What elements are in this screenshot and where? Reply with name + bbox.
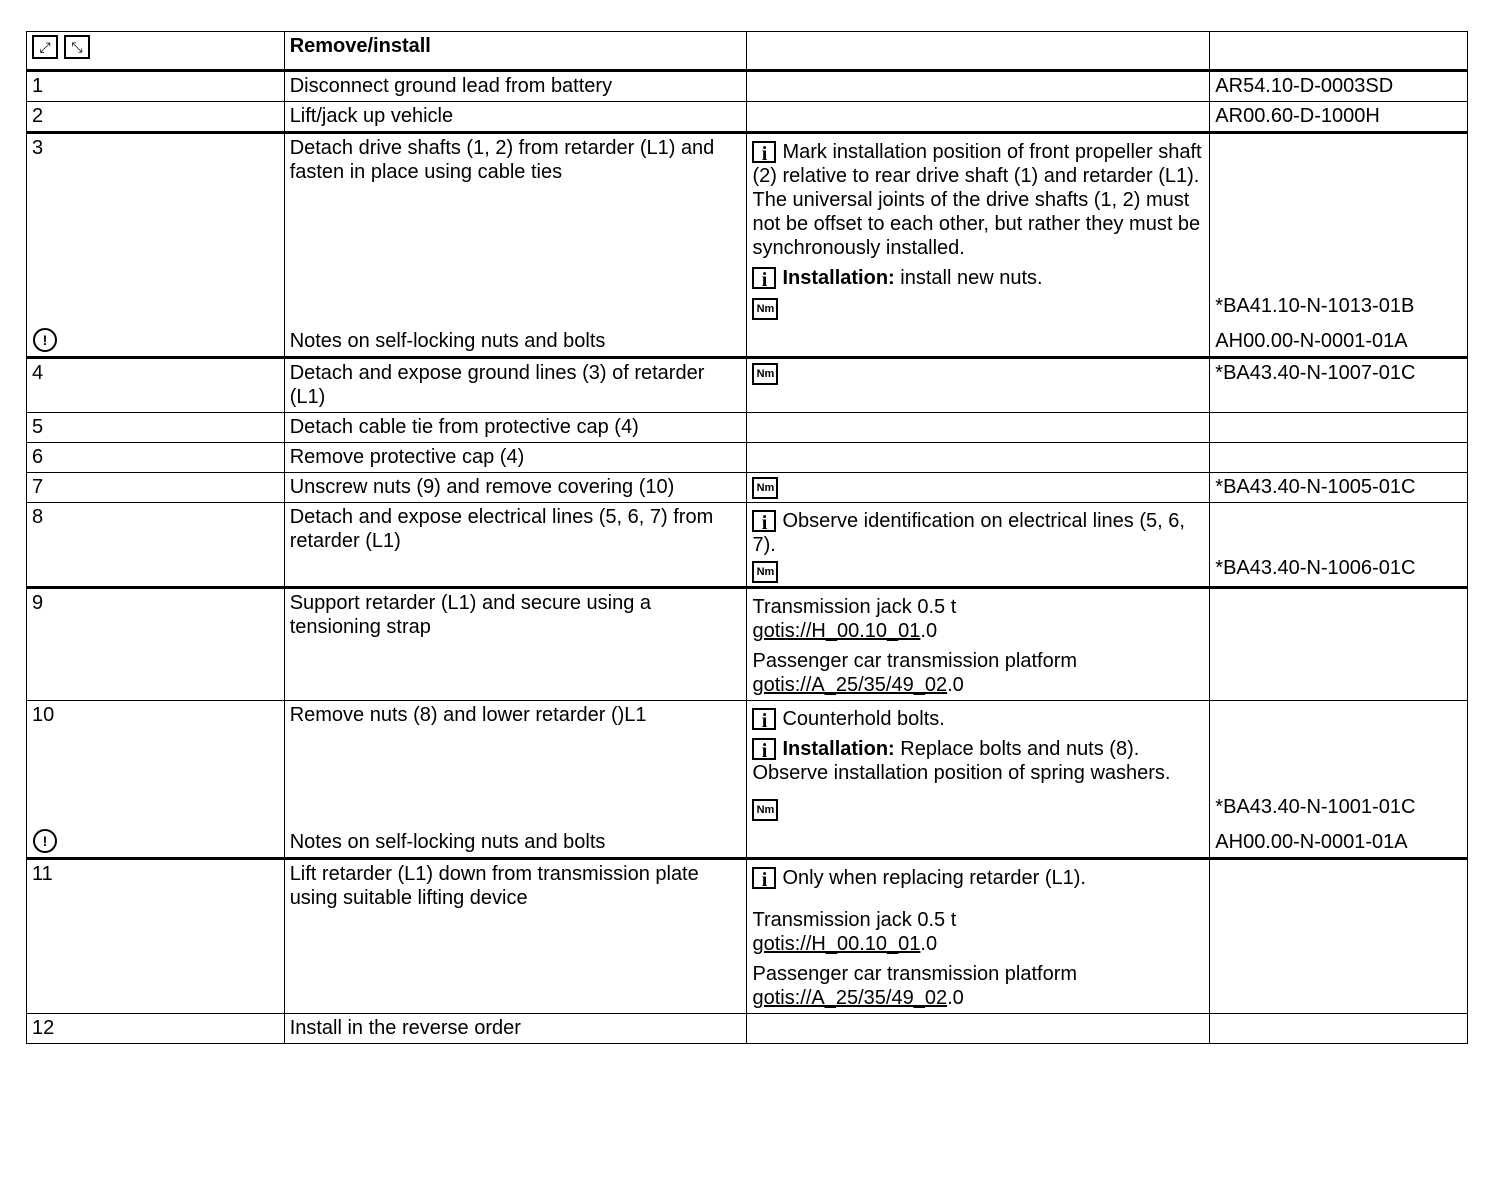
tool-name: Transmission jack 0.5 t <box>752 596 957 618</box>
info-text: Replace bolts and nuts (8). Observe installation position of spring washers. <box>752 738 1171 784</box>
info-note <box>752 737 1204 785</box>
step-reference <box>1210 443 1468 473</box>
info-note <box>752 707 1204 731</box>
info-note <box>752 266 1204 290</box>
step-number: 5 <box>27 413 285 443</box>
tool-entry <box>752 908 1204 956</box>
torque-note <box>752 797 1204 821</box>
table-row <box>27 102 1468 133</box>
info-icon: i <box>752 510 776 532</box>
info-text: Counterhold bolts. <box>782 708 945 730</box>
info-text: install new nuts. <box>894 267 1043 289</box>
torque-reference[interactable]: *BA43.40-N-1001-01C <box>1215 796 1416 818</box>
tool-entry <box>752 649 1204 697</box>
table-row <box>27 588 1468 701</box>
step-action: Disconnect ground lead from battery <box>284 71 747 102</box>
info-text: Only when replacing retarder (L1). <box>782 867 1086 889</box>
table-row <box>27 473 1468 503</box>
step-reference <box>1210 1014 1468 1044</box>
step-action: Detach and expose electrical lines (5, 6, 7) from retarder (L1) <box>284 503 747 588</box>
step-action: Detach and expose ground lines (3) of retarder (L1) <box>284 358 747 413</box>
step-action: Unscrew nuts (9) and remove covering (10) <box>284 473 747 503</box>
step-reference-cell <box>1210 701 1468 859</box>
step-reference[interactable]: AR00.60-D-1000H <box>1210 102 1468 133</box>
table-row <box>27 1014 1468 1044</box>
step-number: 2 <box>27 102 285 133</box>
tool-link-url[interactable]: gotis://A_25/35/49_02 <box>752 674 948 696</box>
tool-link-suffix: .0 <box>947 987 964 1009</box>
table-row <box>27 413 1468 443</box>
step-number: 10 <box>32 704 55 726</box>
info-note <box>752 140 1204 260</box>
info-icon: i <box>752 141 776 163</box>
step-reference <box>1210 859 1468 1014</box>
collapse-icon[interactable]: ⤡ <box>64 35 90 59</box>
torque-icon[interactable]: Nm <box>752 363 778 385</box>
info-icon: i <box>752 738 776 760</box>
info-icon: i <box>752 267 776 289</box>
info-bold: Installation: <box>782 738 895 760</box>
procedure-sheet <box>26 31 1468 1044</box>
tool-link[interactable] <box>752 673 1204 697</box>
step-reference[interactable]: *BA43.40-N-1006-01C <box>1215 557 1416 579</box>
torque-icon[interactable]: Nm <box>752 561 778 583</box>
step-number: 11 <box>27 859 285 1014</box>
step-notes <box>747 1014 1210 1044</box>
tool-link[interactable] <box>752 619 1204 643</box>
step-action: Lift retarder (L1) down from transmission plate using suitable lifting device <box>284 859 747 1014</box>
step-reference-cell <box>1210 503 1468 588</box>
step-action: Install in the reverse order <box>284 1014 747 1044</box>
tool-entry <box>752 962 1204 1010</box>
header-icons-cell <box>27 32 285 71</box>
step-number: 12 <box>27 1014 285 1044</box>
step-notes <box>747 102 1210 133</box>
step-notes <box>747 413 1210 443</box>
step-action: Detach drive shafts (1, 2) from retarder (L1) and fasten in place using cable ties <box>289 137 715 183</box>
tool-link-url[interactable]: gotis://A_25/35/49_02 <box>752 987 948 1009</box>
expand-icon[interactable]: ⤢ <box>32 35 58 59</box>
table-row <box>27 503 1468 588</box>
step-notes <box>747 473 1210 503</box>
tool-name: Passenger car transmission platform <box>752 650 1078 672</box>
info-icon: i <box>752 708 776 730</box>
step-notes <box>747 503 1210 588</box>
step-action: Remove nuts (8) and lower retarder ()L1 <box>289 704 647 726</box>
step-number: 8 <box>27 503 285 588</box>
step-action: Support retarder (L1) and secure using a tensioning strap <box>284 588 747 701</box>
step-number-cell <box>27 133 285 358</box>
torque-note <box>752 559 1204 583</box>
procedure-table <box>26 31 1468 1044</box>
table-row <box>27 859 1468 1014</box>
table-header-row <box>27 32 1468 71</box>
step-number: 3 <box>32 137 44 159</box>
header-col4 <box>1210 32 1468 71</box>
step-notes <box>747 859 1210 1014</box>
torque-icon[interactable]: Nm <box>752 799 778 821</box>
tool-link-url[interactable]: gotis://H_00.10_01 <box>752 933 921 955</box>
step-reference[interactable]: *BA43.40-N-1005-01C <box>1210 473 1468 503</box>
note-icon[interactable]: ! <box>33 829 57 853</box>
step-number: 7 <box>27 473 285 503</box>
tool-name: Transmission jack 0.5 t <box>752 909 957 931</box>
step-number: 1 <box>27 71 285 102</box>
step-action-cell <box>284 701 747 859</box>
torque-reference[interactable]: *BA41.10-N-1013-01B <box>1215 295 1415 317</box>
note-reference[interactable]: AH00.00-N-0001-01A <box>1215 831 1408 853</box>
torque-icon[interactable]: Nm <box>752 298 778 320</box>
step-action: Detach cable tie from protective cap (4) <box>284 413 747 443</box>
torque-note <box>752 296 1204 320</box>
step-action: Lift/jack up vehicle <box>284 102 747 133</box>
step-notes <box>747 443 1210 473</box>
header-col3 <box>747 32 1210 71</box>
header-title: Remove/install <box>284 32 747 71</box>
table-row <box>27 133 1468 358</box>
tool-name: Passenger car transmission platform <box>752 963 1078 985</box>
step-reference <box>1210 413 1468 443</box>
note-text: Notes on self-locking nuts and bolts <box>289 831 606 853</box>
step-notes <box>747 71 1210 102</box>
table-row <box>27 71 1468 102</box>
tool-link[interactable] <box>752 932 1204 956</box>
table-row <box>27 701 1468 859</box>
step-number: 9 <box>27 588 285 701</box>
step-number: 6 <box>27 443 285 473</box>
note-icon[interactable]: ! <box>33 328 57 352</box>
info-text: Observe identification on electrical lines (5, 6, 7). <box>752 510 1185 556</box>
step-reference[interactable]: AR54.10-D-0003SD <box>1210 71 1468 102</box>
table-row <box>27 358 1468 413</box>
step-reference[interactable]: *BA43.40-N-1007-01C <box>1210 358 1468 413</box>
tool-link-url[interactable]: gotis://H_00.10_01 <box>752 620 921 642</box>
note-text: Notes on self-locking nuts and bolts <box>289 330 606 352</box>
step-reference <box>1210 588 1468 701</box>
step-number-cell <box>27 701 285 859</box>
tool-link-suffix: .0 <box>920 620 938 642</box>
step-notes <box>747 588 1210 701</box>
tool-link-suffix: .0 <box>947 674 964 696</box>
info-bold: Installation: <box>782 267 895 289</box>
tool-entry <box>752 595 1204 643</box>
info-note <box>752 866 1204 890</box>
info-icon: i <box>752 867 776 889</box>
tool-link[interactable] <box>752 986 1204 1010</box>
step-notes <box>747 358 1210 413</box>
tool-link-suffix: .0 <box>920 933 938 955</box>
table-row <box>27 443 1468 473</box>
torque-icon[interactable]: Nm <box>752 477 778 499</box>
note-reference[interactable]: AH00.00-N-0001-01A <box>1215 330 1408 352</box>
info-text: Mark installation position of front propeller shaft (2) relative to rear drive shaft (1) and retarder (L1). The universal joints of the drive shafts (1, 2) must not be offset to each other, but rather they must be synchronously installed. <box>752 141 1202 259</box>
step-notes <box>747 133 1210 358</box>
step-action: Remove protective cap (4) <box>284 443 747 473</box>
step-notes <box>747 701 1210 859</box>
step-number: 4 <box>27 358 285 413</box>
info-note <box>752 509 1204 557</box>
step-reference-cell <box>1210 133 1468 358</box>
step-action-cell <box>284 133 747 358</box>
